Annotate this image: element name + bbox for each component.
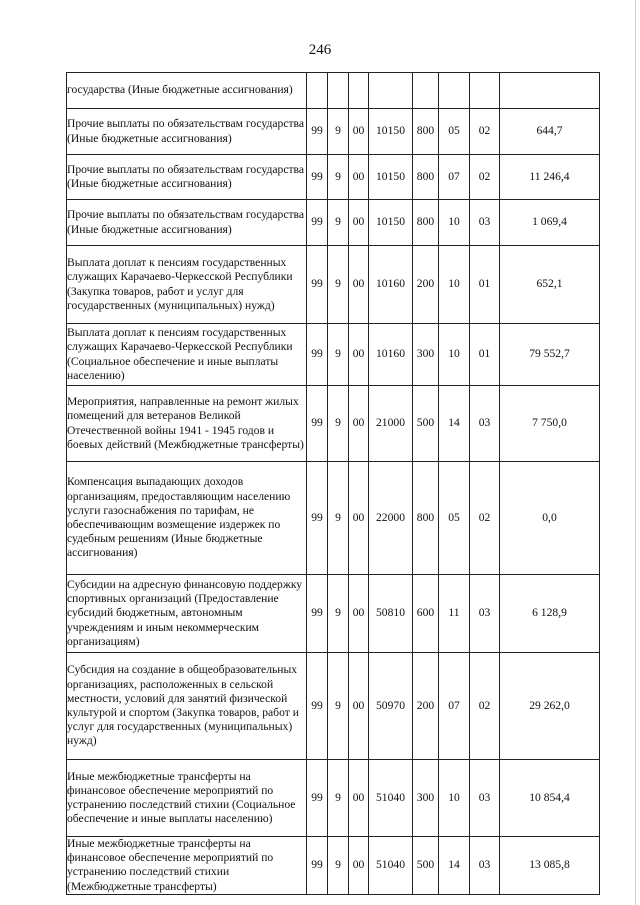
page-number: 246: [308, 42, 332, 58]
code-subprogram-cell: 9: [328, 200, 349, 246]
code-main-event-cell: 00: [349, 200, 369, 246]
code-subprogram-cell: 9: [328, 109, 349, 155]
code-direction-cell: 10150: [369, 200, 413, 246]
code-section-cell: 14: [439, 386, 470, 462]
code-direction-cell: 51040: [369, 760, 413, 837]
code-program-cell: 99: [307, 575, 328, 653]
code-subprogram-cell: 9: [328, 246, 349, 324]
code-expense-type-cell: 500: [413, 837, 439, 895]
code-subprogram-cell: 9: [328, 462, 349, 575]
code-subsection-cell: 03: [470, 575, 500, 653]
table-row: [67, 760, 600, 837]
code-program-cell: 99: [307, 155, 328, 200]
code-section-cell: 05: [439, 109, 470, 155]
code-main-event-cell: 00: [349, 155, 369, 200]
code-direction-cell: 10150: [369, 155, 413, 200]
code-subsection-cell: 02: [470, 653, 500, 760]
code-expense-type-cell: 500: [413, 386, 439, 462]
amount-cell: 644,7: [500, 109, 600, 155]
code-section-cell: 14: [439, 837, 470, 895]
row-name-cell: Компенсация выпадающих доходов организациям, предоставляющим населению услуги газоснабжения по тарифам, не обеспечивающим возмещение издержек по судебным решениям (Иные бюджетные ассигнования): [67, 462, 307, 575]
code-subsection-cell: [470, 73, 500, 109]
code-expense-type-cell: 800: [413, 462, 439, 575]
code-direction-cell: 10150: [369, 109, 413, 155]
row-name-cell: Иные межбюджетные трансферты на финансовое обеспечение мероприятий по устранению последствий стихии (Социальное обеспечение и иные выплаты населению): [67, 760, 307, 837]
code-expense-type-cell: 300: [413, 760, 439, 837]
code-direction-cell: 21000: [369, 386, 413, 462]
code-program-cell: [307, 73, 328, 109]
code-expense-type-cell: 800: [413, 155, 439, 200]
code-subsection-cell: 01: [470, 324, 500, 386]
code-direction-cell: 51040: [369, 837, 413, 895]
code-program-cell: 99: [307, 200, 328, 246]
code-subsection-cell: 03: [470, 837, 500, 895]
code-expense-type-cell: [413, 73, 439, 109]
code-expense-type-cell: 800: [413, 200, 439, 246]
table-row: [67, 155, 600, 200]
amount-cell: 1 069,4: [500, 200, 600, 246]
code-subsection-cell: 03: [470, 760, 500, 837]
code-section-cell: 05: [439, 462, 470, 575]
table-row: [67, 73, 600, 109]
code-main-event-cell: 00: [349, 324, 369, 386]
code-subprogram-cell: [328, 73, 349, 109]
code-section-cell: 10: [439, 200, 470, 246]
row-name-cell: Мероприятия, направленные на ремонт жилых помещений для ветеранов Великой Отечественной войны 1941 - 1945 годов и боевых действий (Межбюджетные трансферты): [67, 386, 307, 462]
code-subprogram-cell: 9: [328, 653, 349, 760]
budget-table: [66, 72, 600, 895]
row-name-cell: Иные межбюджетные трансферты на финансовое обеспечение мероприятий по устранению последствий стихии (Межбюджетные трансферты): [67, 837, 307, 895]
code-program-cell: 99: [307, 324, 328, 386]
code-program-cell: 99: [307, 386, 328, 462]
code-section-cell: 10: [439, 246, 470, 324]
code-program-cell: 99: [307, 760, 328, 837]
amount-cell: 29 262,0: [500, 653, 600, 760]
amount-cell: 10 854,4: [500, 760, 600, 837]
code-subprogram-cell: 9: [328, 760, 349, 837]
code-direction-cell: 50970: [369, 653, 413, 760]
code-direction-cell: 50810: [369, 575, 413, 653]
code-expense-type-cell: 800: [413, 109, 439, 155]
amount-cell: 79 552,7: [500, 324, 600, 386]
code-section-cell: [439, 73, 470, 109]
code-expense-type-cell: 200: [413, 653, 439, 760]
code-program-cell: 99: [307, 109, 328, 155]
code-section-cell: 11: [439, 575, 470, 653]
amount-cell: [500, 73, 600, 109]
table-row: [67, 386, 600, 462]
amount-cell: 13 085,8: [500, 837, 600, 895]
code-section-cell: 10: [439, 324, 470, 386]
table-row: [67, 653, 600, 760]
code-program-cell: 99: [307, 462, 328, 575]
amount-cell: 0,0: [500, 462, 600, 575]
table-row: [67, 324, 600, 386]
code-main-event-cell: 00: [349, 246, 369, 324]
row-name-cell: Прочие выплаты по обязательствам государства (Иные бюджетные ассигнования): [67, 155, 307, 200]
amount-cell: 7 750,0: [500, 386, 600, 462]
code-subprogram-cell: 9: [328, 575, 349, 653]
row-name-cell: Субсидии на адресную финансовую поддержку спортивных организаций (Предоставление субсидий бюджетным, автономным учреждениям и иным некоммерческим организациям): [67, 575, 307, 653]
code-main-event-cell: [349, 73, 369, 109]
row-name-cell: Выплата доплат к пенсиям государственных служащих Карачаево-Черкесской Республики (Социальное обеспечение и иные выплаты населению): [67, 324, 307, 386]
table-row: [67, 200, 600, 246]
code-subsection-cell: 02: [470, 155, 500, 200]
row-name-cell: Прочие выплаты по обязательствам государства (Иные бюджетные ассигнования): [67, 200, 307, 246]
code-direction-cell: [369, 73, 413, 109]
table-row: [67, 246, 600, 324]
code-subprogram-cell: 9: [328, 324, 349, 386]
row-name-cell: Выплата доплат к пенсиям государственных служащих Карачаево-Черкесской Республики (Закупка товаров, работ и услуг для государственных (муниципальных) нужд): [67, 246, 307, 324]
code-main-event-cell: 00: [349, 109, 369, 155]
code-direction-cell: 22000: [369, 462, 413, 575]
code-expense-type-cell: 200: [413, 246, 439, 324]
code-subprogram-cell: 9: [328, 155, 349, 200]
code-main-event-cell: 00: [349, 760, 369, 837]
code-program-cell: 99: [307, 653, 328, 760]
code-subsection-cell: 02: [470, 109, 500, 155]
code-subprogram-cell: 9: [328, 837, 349, 895]
table-row: [67, 837, 600, 895]
table-row: [67, 575, 600, 653]
code-main-event-cell: 00: [349, 575, 369, 653]
code-program-cell: 99: [307, 837, 328, 895]
code-subsection-cell: 03: [470, 200, 500, 246]
table-row: [67, 462, 600, 575]
code-subsection-cell: 03: [470, 386, 500, 462]
amount-cell: 652,1: [500, 246, 600, 324]
code-main-event-cell: 00: [349, 837, 369, 895]
page-edge-line: [635, 0, 636, 905]
row-name-cell: Субсидия на создание в общеобразовательных организациях, расположенных в сельской местности, условий для занятий физической культурой и спортом (Закупка товаров, работ и услуг для государственных (муниципальных) нужд): [67, 653, 307, 760]
code-main-event-cell: 00: [349, 653, 369, 760]
code-main-event-cell: 00: [349, 386, 369, 462]
amount-cell: 11 246,4: [500, 155, 600, 200]
table-row: [67, 109, 600, 155]
row-name-cell: государства (Иные бюджетные ассигнования): [67, 73, 307, 109]
amount-cell: 6 128,9: [500, 575, 600, 653]
code-program-cell: 99: [307, 246, 328, 324]
code-subsection-cell: 02: [470, 462, 500, 575]
code-section-cell: 07: [439, 653, 470, 760]
code-direction-cell: 10160: [369, 246, 413, 324]
code-section-cell: 10: [439, 760, 470, 837]
code-subsection-cell: 01: [470, 246, 500, 324]
code-direction-cell: 10160: [369, 324, 413, 386]
code-main-event-cell: 00: [349, 462, 369, 575]
row-name-cell: Прочие выплаты по обязательствам государства (Иные бюджетные ассигнования): [67, 109, 307, 155]
code-subprogram-cell: 9: [328, 386, 349, 462]
code-expense-type-cell: 300: [413, 324, 439, 386]
code-section-cell: 07: [439, 155, 470, 200]
code-expense-type-cell: 600: [413, 575, 439, 653]
